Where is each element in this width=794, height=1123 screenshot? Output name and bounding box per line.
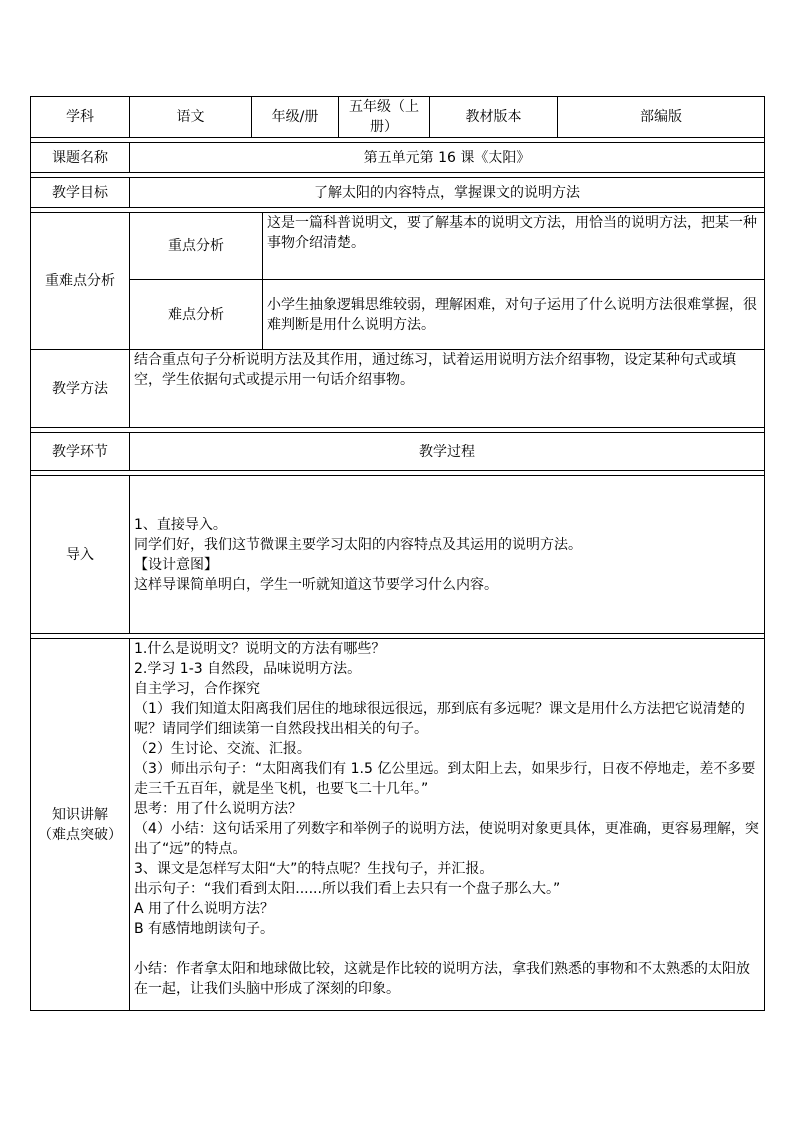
knowledge-content xyxy=(130,639,765,1011)
process-title: 教学过程 xyxy=(130,433,765,471)
key-point-row xyxy=(31,213,765,280)
intro-row xyxy=(31,476,765,634)
edition-value: 部编版 xyxy=(558,97,765,138)
intro-content xyxy=(130,476,765,634)
topic-value: 第五单元第 16 课《太阳》 xyxy=(130,143,765,173)
knowledge-line: （3）师出示句子：“太阳离我们有 1.5 亿公里远。到太阳上去，如果步行，日夜不停地走，差不多要走三千五百年，就是坐飞机，也要飞二十几年。” xyxy=(134,761,756,797)
key-point-label: 重点分析 xyxy=(130,213,263,280)
knowledge-line: （1）我们知道太阳离我们居住的地球很远很远，那到底有多远呢？课文是用什么方法把它说清楚的呢？请同学们细读第一自然段找出相关的句子。 xyxy=(134,701,745,737)
knowledge-line: 小结：作者拿太阳和地球做比较，这就是作比较的说明方法，拿我们熟悉的事物和不太熟悉的太阳放在一起，让我们头脑中形成了深刻的印象。 xyxy=(134,961,750,997)
knowledge-line: （4）小结：这句话采用了列数字和举例子的说明方法，使说明对象更具体，更准确，更容易理解，突出了“远”的特点。 xyxy=(134,821,759,857)
knowledge-line: 3、课文是怎样写太阳“大”的特点呢？生找句子，并汇报。 xyxy=(134,861,494,877)
knowledge-line xyxy=(134,939,760,959)
intro-line: 这样导课简单明白，学生一听就知道这节要学习什么内容。 xyxy=(134,576,498,593)
hard-point-value: 小学生抽象逻辑思维较弱，理解困难，对句子运用了什么说明方法很难掌握，很难判断是用什么说明方法。 xyxy=(263,280,765,350)
intro-line: 【设计意图】 xyxy=(134,556,218,573)
goal-value: 了解太阳的内容特点，掌握课文的说明方法 xyxy=(130,178,765,208)
process-header-row xyxy=(31,433,765,471)
knowledge-line: 1.什么是说明文？说明文的方法有哪些？ xyxy=(134,641,386,657)
lesson-plan-table xyxy=(30,96,765,1011)
intro-line: 同学们好，我们这节微课主要学习太阳的内容特点及其运用的说明方法。 xyxy=(134,536,582,553)
edition-label: 教材版本 xyxy=(430,97,558,138)
hard-point-label: 难点分析 xyxy=(130,280,263,350)
grade-label: 年级/册 xyxy=(252,97,339,138)
knowledge-line: （2）生讨论、交流、汇报。 xyxy=(134,741,311,757)
knowledge-row xyxy=(31,639,765,1011)
hard-point-row xyxy=(31,280,765,350)
method-row xyxy=(31,350,765,428)
knowledge-line: 出示句子：“我们看到太阳......所以我们看上去只有一个盘子那么大。” xyxy=(134,881,561,897)
knowledge-label: 知识讲解 （难点突破） xyxy=(31,639,130,1011)
method-value: 结合重点句子分析说明方法及其作用，通过练习，试着运用说明方法介绍事物，设定某种句式或填空，学生依据句式或提示用一句话介绍事物。 xyxy=(130,350,765,428)
header-row xyxy=(31,97,765,138)
topic-label: 课题名称 xyxy=(31,143,130,173)
knowledge-line: 自主学习，合作探究 xyxy=(134,681,260,697)
grade-value: 五年级（上册） xyxy=(339,97,430,138)
knowledge-line: A 用了什么说明方法？ xyxy=(134,901,275,917)
method-label: 教学方法 xyxy=(31,350,130,428)
topic-row xyxy=(31,143,765,173)
goal-label: 教学目标 xyxy=(31,178,130,208)
key-point-value: 这是一篇科普说明文，要了解基本的说明文方法，用恰当的说明方法，把某一种事物介绍清楚。 xyxy=(263,213,765,280)
intro-label: 导入 xyxy=(31,476,130,634)
knowledge-line: 2.学习 1-3 自然段，品味说明方法。 xyxy=(134,661,362,677)
intro-line: 1、直接导入。 xyxy=(134,516,227,533)
knowledge-line: B 有感情地朗读句子。 xyxy=(134,921,275,937)
process-stage-label: 教学环节 xyxy=(31,433,130,471)
knowledge-line: 思考：用了什么说明方法？ xyxy=(134,801,302,817)
goal-row xyxy=(31,178,765,208)
difficulty-label: 重难点分析 xyxy=(31,213,130,350)
subject-value: 语文 xyxy=(130,97,252,138)
subject-label: 学科 xyxy=(31,97,130,138)
